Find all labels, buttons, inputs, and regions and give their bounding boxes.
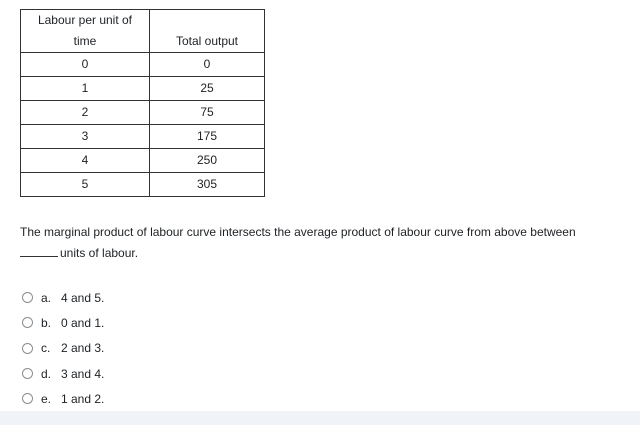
- option-letter: e.: [41, 391, 52, 406]
- option-d[interactable]: [22, 361, 104, 386]
- option-letter: d.: [41, 366, 52, 381]
- header-labour-cont: [21, 31, 150, 53]
- cell-labour: 4: [21, 149, 150, 173]
- header-output: [150, 31, 265, 53]
- cell-labour: 2: [21, 101, 150, 125]
- bottom-strip: [0, 411, 640, 425]
- answer-blank: [20, 246, 58, 257]
- question-line1: The marginal product of labour curve intersects the average product of labour curve from above between: [20, 225, 576, 239]
- option-b[interactable]: [22, 310, 104, 335]
- option-text: 1 and 2.: [61, 391, 105, 406]
- option-e[interactable]: [22, 386, 104, 411]
- option-letter: a.: [41, 290, 52, 305]
- table-row: [21, 53, 265, 77]
- cell-output: 175: [150, 125, 265, 149]
- cell-labour: 5: [21, 173, 150, 197]
- cell-output: 75: [150, 101, 265, 125]
- table-row: [21, 77, 265, 101]
- question-line2-text: units of labour.: [60, 246, 139, 260]
- option-text: 2 and 3.: [61, 341, 105, 356]
- option-text: 3 and 4.: [61, 366, 105, 381]
- radio-icon[interactable]: [22, 317, 33, 328]
- cell-labour: 1: [21, 77, 150, 101]
- radio-icon[interactable]: [22, 292, 33, 303]
- question-line2: [20, 243, 630, 264]
- option-text: 4 and 5.: [61, 290, 105, 305]
- table-header-row: [21, 10, 265, 32]
- radio-icon[interactable]: [22, 368, 33, 379]
- question-text: [20, 222, 630, 264]
- cell-output: 0: [150, 53, 265, 77]
- option-letter: c.: [41, 341, 51, 356]
- answer-options: [22, 285, 104, 411]
- header-labour-line2: time: [73, 34, 97, 48]
- cell-output: 305: [150, 173, 265, 197]
- header-output-top: [150, 10, 265, 32]
- table-row: [21, 101, 265, 125]
- table-row: [21, 173, 265, 197]
- output-table: [20, 9, 265, 197]
- option-a[interactable]: [22, 285, 104, 310]
- option-letter: b.: [41, 315, 52, 330]
- header-labour: [21, 10, 150, 32]
- cell-output: 250: [150, 149, 265, 173]
- cell-labour: 0: [21, 53, 150, 77]
- table-header-row-2: [21, 31, 265, 53]
- option-text: 0 and 1.: [61, 315, 105, 330]
- data-table-container: [20, 9, 265, 197]
- option-c[interactable]: [22, 336, 104, 361]
- table-row: [21, 149, 265, 173]
- header-output-label: Total output: [175, 34, 239, 48]
- header-labour-line1: Labour per unit of: [37, 13, 133, 27]
- radio-icon[interactable]: [22, 343, 33, 354]
- cell-output: 25: [150, 77, 265, 101]
- table-row: [21, 125, 265, 149]
- cell-labour: 3: [21, 125, 150, 149]
- radio-icon[interactable]: [22, 393, 33, 404]
